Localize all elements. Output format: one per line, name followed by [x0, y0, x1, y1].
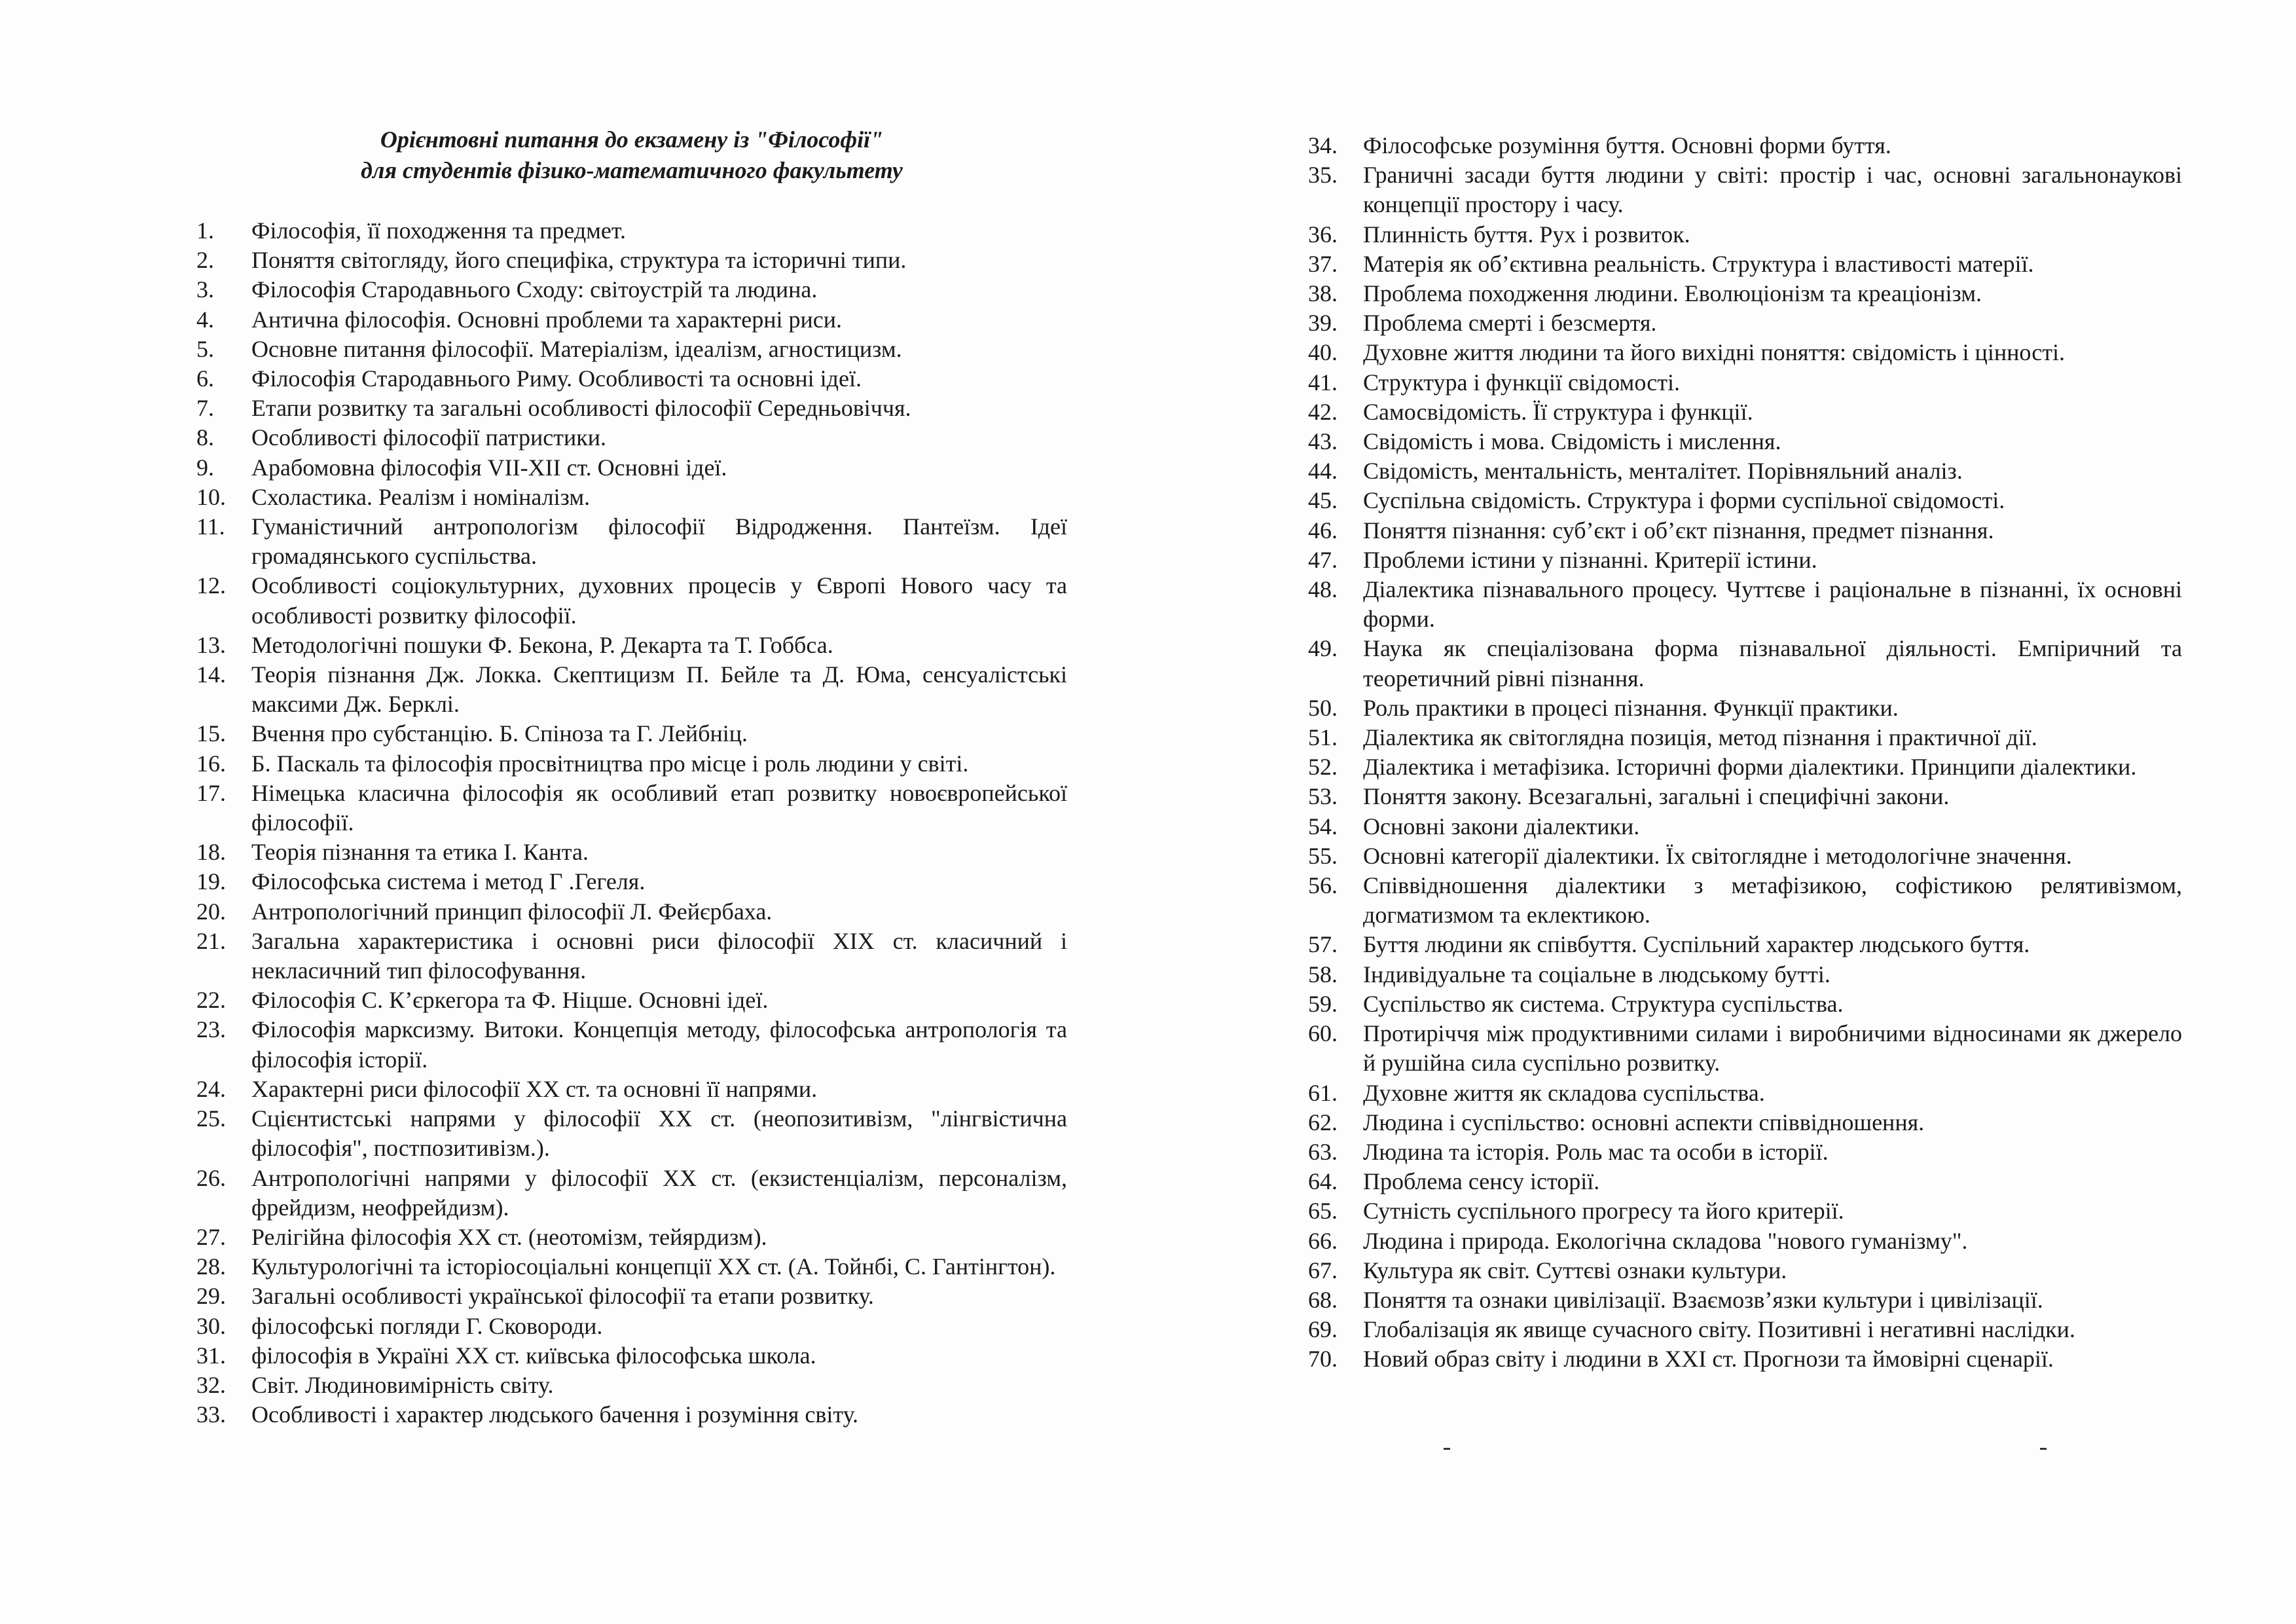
question-item	[1308, 131, 2182, 160]
question-text: Буття людини як співбуття. Суспільний характер людського буття.	[1363, 931, 2030, 958]
question-text: Філософське розуміння буття. Основні форми буття.	[1363, 132, 1891, 158]
question-item	[1308, 1108, 2182, 1137]
question-item	[196, 394, 1067, 423]
title-line-2: для студентів фізико-математичного факультету	[361, 157, 903, 183]
question-item	[196, 1312, 1067, 1341]
question-text: Основне питання філософії. Матеріалізм, ідеалізм, агностицизм.	[251, 335, 902, 362]
question-number: 67.	[1308, 1257, 1338, 1283]
question-number: 11.	[196, 513, 225, 540]
question-text: Особливості і характер людського бачення і розуміння світу.	[251, 1401, 858, 1428]
question-number: 45.	[1308, 487, 1338, 514]
question-item	[1308, 220, 2182, 249]
question-item	[1308, 723, 2182, 752]
question-item	[196, 1223, 1067, 1252]
question-text: Культура як світ. Суттєві ознаки культури.	[1363, 1257, 1787, 1283]
question-text: Матерія як об’єктивна реальність. Структура і властивості матерії.	[1363, 250, 2034, 277]
question-text: Особливості філософії патристики.	[251, 424, 606, 451]
question-item	[1308, 575, 2182, 634]
question-item	[196, 719, 1067, 748]
question-item	[1308, 989, 2182, 1019]
question-text: Антропологічний принцип філософії Л. Фейєрбаха.	[251, 898, 773, 925]
question-text: Б. Паскаль та філософія просвітництва про місце і роль людини у світі.	[251, 750, 969, 777]
question-item	[196, 1400, 1067, 1430]
question-text: Самосвідомість. Її структура і функції.	[1363, 398, 1753, 425]
question-number: 4.	[196, 306, 214, 333]
question-item	[196, 335, 1067, 364]
question-number: 15.	[196, 720, 226, 747]
question-text: Характерні риси філософії XX ст. та основні її напрями.	[251, 1075, 818, 1102]
question-number: 26.	[196, 1164, 226, 1191]
question-number: 17.	[196, 779, 226, 806]
question-number: 44.	[1308, 458, 1338, 485]
question-item	[196, 749, 1067, 779]
question-number: 49.	[1308, 635, 1338, 662]
question-number: 39.	[1308, 310, 1338, 337]
question-text: Методологічні пошуки Ф. Бекона, Р. Декарта та Т. Гоббса.	[251, 631, 833, 658]
question-number: 31.	[196, 1342, 226, 1369]
questions-column-left	[196, 216, 1067, 1430]
question-number: 19.	[196, 868, 226, 895]
question-text: Протиріччя між продуктивними силами і виробничими відносинами як джерело й рушійна сила суспільно розвитку.	[1363, 1020, 2182, 1077]
question-item	[1308, 338, 2182, 367]
question-text: Сутність суспільного прогресу та його критерії.	[1363, 1198, 1844, 1225]
question-number: 32.	[196, 1371, 226, 1398]
question-text: Теорія пізнання та етика І. Канта.	[251, 839, 589, 866]
question-item	[196, 660, 1067, 719]
question-text: Філософія, її походження та предмет.	[251, 217, 626, 244]
question-number: 69.	[1308, 1316, 1338, 1343]
question-text: Проблеми істини у пізнанні. Критерії істини.	[1363, 546, 1817, 573]
question-text: Людина і природа. Екологічна складова "нового гуманізму".	[1363, 1227, 1968, 1254]
question-number: 6.	[196, 365, 214, 392]
question-number: 27.	[196, 1223, 226, 1250]
question-item	[196, 483, 1067, 512]
question-number: 28.	[196, 1253, 226, 1280]
question-item	[1308, 249, 2182, 279]
question-item	[1308, 871, 2182, 930]
question-text: Філософія Стародавнього Риму. Особливості та основні ідеї.	[251, 365, 862, 392]
question-number: 68.	[1308, 1286, 1338, 1313]
question-number: 54.	[1308, 813, 1338, 840]
question-number: 3.	[196, 276, 214, 303]
question-text: Загальна характеристика і основні риси філософії XIX ст. класичний і некласичний тип філософування.	[251, 927, 1067, 984]
question-text: Свідомість, ментальність, менталітет. Порівняльний аналіз.	[1363, 458, 1963, 485]
question-text: Плинність буття. Рух і розвиток.	[1363, 221, 1690, 248]
question-text: Філософська система і метод Г .Гегеля.	[251, 868, 646, 895]
question-item	[196, 1104, 1067, 1163]
question-item	[196, 631, 1067, 660]
question-item	[1308, 812, 2182, 841]
question-number: 9.	[196, 454, 214, 481]
question-item	[1308, 634, 2182, 693]
question-number: 59.	[1308, 990, 1338, 1017]
question-item	[196, 1341, 1067, 1371]
question-item	[196, 1371, 1067, 1400]
question-text: Проблема сенсу історії.	[1363, 1168, 1600, 1195]
question-text: Співвідношення діалектики з метафізикою, софістикою релятивізмом, догматизмом та еклектикою.	[1363, 872, 2182, 929]
question-text: Поняття та ознаки цивілізації. Взаємозв’язки культури і цивілізації.	[1363, 1286, 2043, 1313]
question-text: Схоластика. Реалізм і номіналізм.	[251, 483, 591, 510]
question-item	[1308, 960, 2182, 989]
question-number: 52.	[1308, 754, 1338, 781]
question-item	[1308, 516, 2182, 545]
question-number: 60.	[1308, 1020, 1338, 1047]
question-item	[196, 1075, 1067, 1104]
question-number: 61.	[1308, 1079, 1338, 1106]
question-item	[1308, 1344, 2182, 1374]
question-number: 30.	[196, 1312, 226, 1339]
question-item	[1308, 752, 2182, 782]
question-number: 55.	[1308, 842, 1338, 869]
question-number: 21.	[196, 927, 226, 954]
question-item	[196, 571, 1067, 630]
question-item	[1308, 1256, 2182, 1285]
question-text: Етапи розвитку та загальні особливості філософії Середньовіччя.	[251, 395, 911, 422]
question-item	[1308, 1079, 2182, 1108]
question-item	[1308, 427, 2182, 456]
question-text: Гуманістичний антропологізм філософії Відродження. Пантеїзм. Ідеї громадянського суспільства.	[251, 513, 1067, 570]
question-text: Структура і функції свідомості.	[1363, 369, 1680, 396]
question-number: 8.	[196, 424, 214, 451]
question-number: 57.	[1308, 931, 1338, 958]
question-item	[1308, 1019, 2182, 1078]
question-number: 24.	[196, 1075, 226, 1102]
question-item	[1308, 308, 2182, 338]
question-item	[196, 1015, 1067, 1074]
question-text: Проблема смерті і безсмертя.	[1363, 310, 1657, 337]
question-text: Людина і суспільство: основні аспекти співвідношення.	[1363, 1109, 1925, 1135]
question-text: Філософія Стародавнього Сходу: світоустрій та людина.	[251, 276, 818, 303]
question-item	[1308, 1227, 2182, 1256]
question-number: 70.	[1308, 1346, 1338, 1373]
question-item	[1308, 693, 2182, 723]
question-item	[1308, 279, 2182, 308]
question-text: Основні закони діалектики.	[1363, 813, 1640, 840]
question-text: Поняття світогляду, його специфіка, структура та історичні типи.	[251, 247, 907, 274]
question-item	[196, 986, 1067, 1015]
question-number: 25.	[196, 1105, 226, 1132]
question-text: Духовне життя людини та його вихідні поняття: свідомість і цінності.	[1363, 339, 2065, 366]
question-text: Особливості соціокультурних, духовних процесів у Європі Нового часу та особливості розвитку філософії.	[251, 572, 1067, 629]
question-item	[196, 453, 1067, 483]
question-number: 12.	[196, 572, 226, 599]
question-number: 58.	[1308, 961, 1338, 987]
question-item	[196, 897, 1067, 927]
question-text: Наука як спеціалізована форма пізнавальної діяльності. Емпіричний та теоретичний рівні пізнання.	[1363, 635, 2182, 692]
question-text: Арабомовна філософія VII-XII ст. Основні ідеї.	[251, 454, 727, 481]
question-text: Проблема походження людини. Еволюціонізм та креаціонізм.	[1363, 280, 1982, 307]
question-text: Індивідуальне та соціальне в людському бутті.	[1363, 961, 1831, 987]
question-number: 10.	[196, 483, 226, 510]
question-number: 66.	[1308, 1227, 1338, 1254]
question-item	[196, 246, 1067, 275]
question-item	[1308, 1137, 2182, 1167]
question-number: 18.	[196, 839, 226, 866]
question-item	[196, 512, 1067, 571]
question-item	[1308, 1196, 2182, 1226]
question-text: Новий образ світу і людини в XXI ст. Прогнози та ймовірні сценарії.	[1363, 1346, 2054, 1373]
question-number: 22.	[196, 987, 226, 1014]
question-number: 40.	[1308, 339, 1338, 366]
question-text: Глобалізація як явище сучасного світу. Позитивні і негативні наслідки.	[1363, 1316, 2075, 1343]
question-number: 51.	[1308, 724, 1338, 751]
question-item	[196, 423, 1067, 452]
scan-speck	[1444, 1448, 1450, 1450]
question-number: 35.	[1308, 162, 1338, 189]
question-item	[196, 305, 1067, 335]
question-text: Загальні особливості української філософії та етапи розвитку.	[251, 1283, 874, 1310]
question-number: 7.	[196, 395, 214, 422]
question-number: 36.	[1308, 221, 1338, 248]
question-number: 46.	[1308, 517, 1338, 544]
question-item	[196, 838, 1067, 867]
question-number: 38.	[1308, 280, 1338, 307]
question-item	[196, 927, 1067, 986]
question-item	[1308, 930, 2182, 959]
question-text: філософські погляди Г. Сковороди.	[251, 1312, 603, 1339]
question-text: Суспільство як система. Структура суспільства.	[1363, 990, 1844, 1017]
question-number: 5.	[196, 335, 214, 362]
question-text: філософія в Україні XX ст. київська філософська школа.	[251, 1342, 816, 1369]
title-line-1: Орієнтовні питання до екзамену із "Філософії"	[380, 126, 884, 153]
question-item	[196, 364, 1067, 394]
question-text: Суспільна свідомість. Структура і форми суспільної свідомості.	[1363, 487, 2005, 514]
question-text: Поняття закону. Всезагальні, загальні і специфічні закони.	[1363, 783, 1950, 810]
question-number: 64.	[1308, 1168, 1338, 1195]
question-item	[1308, 545, 2182, 575]
question-number: 23.	[196, 1016, 226, 1043]
question-number: 14.	[196, 661, 226, 688]
question-item	[196, 216, 1067, 246]
question-text: Свідомість і мова. Свідомість і мислення.	[1363, 428, 1781, 455]
question-number: 1.	[196, 217, 214, 244]
question-text: Основні категорії діалектики. Їх світоглядне і методологічне значення.	[1363, 842, 2072, 869]
question-item	[196, 1164, 1067, 1223]
question-item	[196, 1252, 1067, 1282]
question-number: 42.	[1308, 398, 1338, 425]
question-text: Німецька класична філософія як особливий етап розвитку новоєвропейської філософії.	[251, 779, 1067, 836]
question-item	[1308, 456, 2182, 486]
questions-column-right	[1308, 131, 2182, 1375]
question-number: 16.	[196, 750, 226, 777]
question-text: Поняття пізнання: суб’єкт і об’єкт пізнання, предмет пізнання.	[1363, 517, 1994, 544]
question-item	[196, 779, 1067, 838]
question-item	[1308, 1285, 2182, 1315]
question-item	[1308, 1167, 2182, 1196]
question-text: Людина та історія. Роль мас та особи в історії.	[1363, 1138, 1829, 1165]
question-item	[1308, 782, 2182, 811]
question-item	[1308, 397, 2182, 427]
question-text: Вчення про субстанцію. Б. Спіноза та Г. Лейбніц.	[251, 720, 748, 747]
question-number: 13.	[196, 631, 226, 658]
question-text: Духовне життя як складова суспільства.	[1363, 1079, 1765, 1106]
question-item	[1308, 160, 2182, 219]
question-number: 20.	[196, 898, 226, 925]
question-number: 34.	[1308, 132, 1338, 158]
question-text: Граничні засади буття людини у світі: простір і час, основні загальнонаукові концепції простору і часу.	[1363, 162, 2182, 218]
question-number: 48.	[1308, 576, 1338, 603]
question-item	[1308, 1315, 2182, 1344]
question-number: 2.	[196, 247, 214, 274]
question-text: Сцієнтистські напрями у філософії XX ст. (неопозитивізм, "лінгвістична філософія", постпозитивізм.).	[251, 1105, 1067, 1162]
question-text: Діалектика і метафізика. Історичні форми діалектики. Принципи діалектики.	[1363, 754, 2137, 781]
question-text: Антична філософія. Основні проблеми та характерні риси.	[251, 306, 842, 333]
question-number: 53.	[1308, 783, 1338, 810]
question-number: 37.	[1308, 250, 1338, 277]
question-number: 47.	[1308, 546, 1338, 573]
question-item	[196, 1282, 1067, 1311]
question-item	[196, 275, 1067, 304]
question-number: 33.	[196, 1401, 226, 1428]
scan-speck	[2040, 1448, 2047, 1450]
question-number: 65.	[1308, 1198, 1338, 1225]
question-number: 62.	[1308, 1109, 1338, 1135]
question-item	[1308, 486, 2182, 515]
question-text: Теорія пізнання Дж. Локка. Скептицизм П. Бейле та Д. Юма, сенсуалістські максими Дж. Берклі.	[251, 661, 1067, 718]
question-text: Діалектика як світоглядна позиція, метод пізнання і практичної дії.	[1363, 724, 2037, 751]
question-text: Філософія С. К’єркегора та Ф. Ніцше. Основні ідеї.	[251, 987, 769, 1014]
question-number: 56.	[1308, 872, 1338, 899]
question-number: 43.	[1308, 428, 1338, 455]
question-text: Філософія марксизму. Витоки. Концепція методу, філософська антропологія та філософія історії.	[251, 1016, 1067, 1073]
question-text: Діалектика пізнавального процесу. Чуттєве і раціональне в пізнанні, їх основні форми.	[1363, 576, 2182, 633]
question-item	[1308, 841, 2182, 871]
question-number: 50.	[1308, 694, 1338, 721]
question-number: 29.	[196, 1283, 226, 1310]
question-text: Релігійна філософія XX ст. (неотомізм, тейярдизм).	[251, 1223, 767, 1250]
question-text: Культурологічні та історіосоціальні концепції XX ст. (А. Тойнбі, С. Гантінгтон).	[251, 1253, 1056, 1280]
question-item	[196, 867, 1067, 896]
question-text: Світ. Людиновимірність світу.	[251, 1371, 554, 1398]
question-item	[1308, 368, 2182, 397]
document-title	[196, 124, 1067, 186]
question-number: 41.	[1308, 369, 1338, 396]
question-text: Роль практики в процесі пізнання. Функції практики.	[1363, 694, 1899, 721]
question-number: 63.	[1308, 1138, 1338, 1165]
question-text: Антропологічні напрями у філософії XX ст. (екзистенціалізм, персоналізм, фрейдизм, неофрейдизм).	[251, 1164, 1067, 1221]
